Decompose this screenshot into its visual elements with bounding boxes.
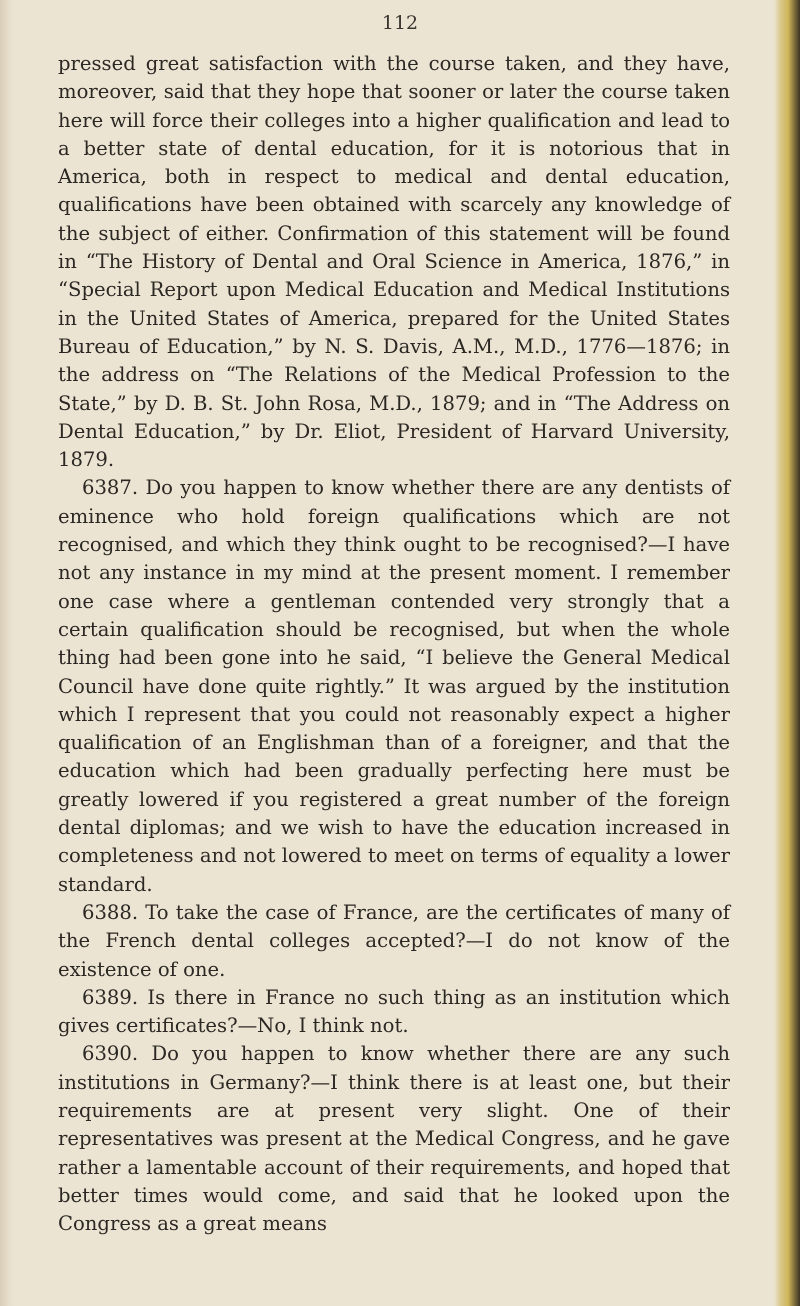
paragraph-continuation: pressed great satisfaction with the course taken, and they have, moreover, said that they hope that sooner or later the course taken here will force their colleges into a higher qualification and lead to a better state of dental education, for it is notorious that in America, both in respect to medical and dental education, qualifications have been obtained with scarcely any knowledge of the subject of either. Confirmation of this statement will be found in “The History of Dental and Oral Science in America, 1876,” in “Special Report upon Medical Education and Medical Institutions in the United States of America, prepared for the United States Bureau of Education,” by N. S. Davis, A.M., M.D., 1776—1876; in the address on “The Relations of the Medical Profession to the State,” by D. B. St. John Rosa, M.D., 1879; and in “The Address on Dental Education,” by Dr. Eliot, President of Harvard University, 1879.: [58, 52, 730, 472]
paragraph-question-6387: 6387. Do you happen to know whether there are any dentists of eminence who hold foreign qualifications which are not recognised, and which they think ought to be recognised?—I have not any instance in my mind at the present moment. I remember one case where a gentleman contended very strongly that a certain qualification should be recognised, but when the whole thing had been gone into he said, “I believe the General Medical Council have done quite rightly.” It was argued by the institution which I represent that you could not reasonably expect a higher qualification of an Englishman than of a foreigner, and that the education which had been gradually perfecting here must be greatly lowered if you registered a great number of the foreign dental diplomas; and we wish to have the education increased in completeness and not lowered to meet on terms of equality a lower standard.: [58, 476, 730, 896]
paragraph-question-6388: 6388. To take the case of France, are the certificates of many of the French dental colleges accepted?—I do not know of the existence of one.: [58, 900, 730, 981]
page-number: 112: [381, 12, 419, 34]
paragraph-question-6390: 6390. Do you happen to know whether there are any such institutions in Germany?—I think there is at least one, but their requirements are at present very slight. One of their representatives was present at the Medical Congress, and he gave rather a lamentable account of their requirements, and hoped that better times would come, and said that he looked upon the Congress as a great means: [58, 1042, 730, 1236]
page-body: [58, 50, 730, 1238]
paragraph-question-6389: 6389. Is there in France no such thing as an institution which gives certificates?—No, I think not.: [58, 985, 730, 1038]
